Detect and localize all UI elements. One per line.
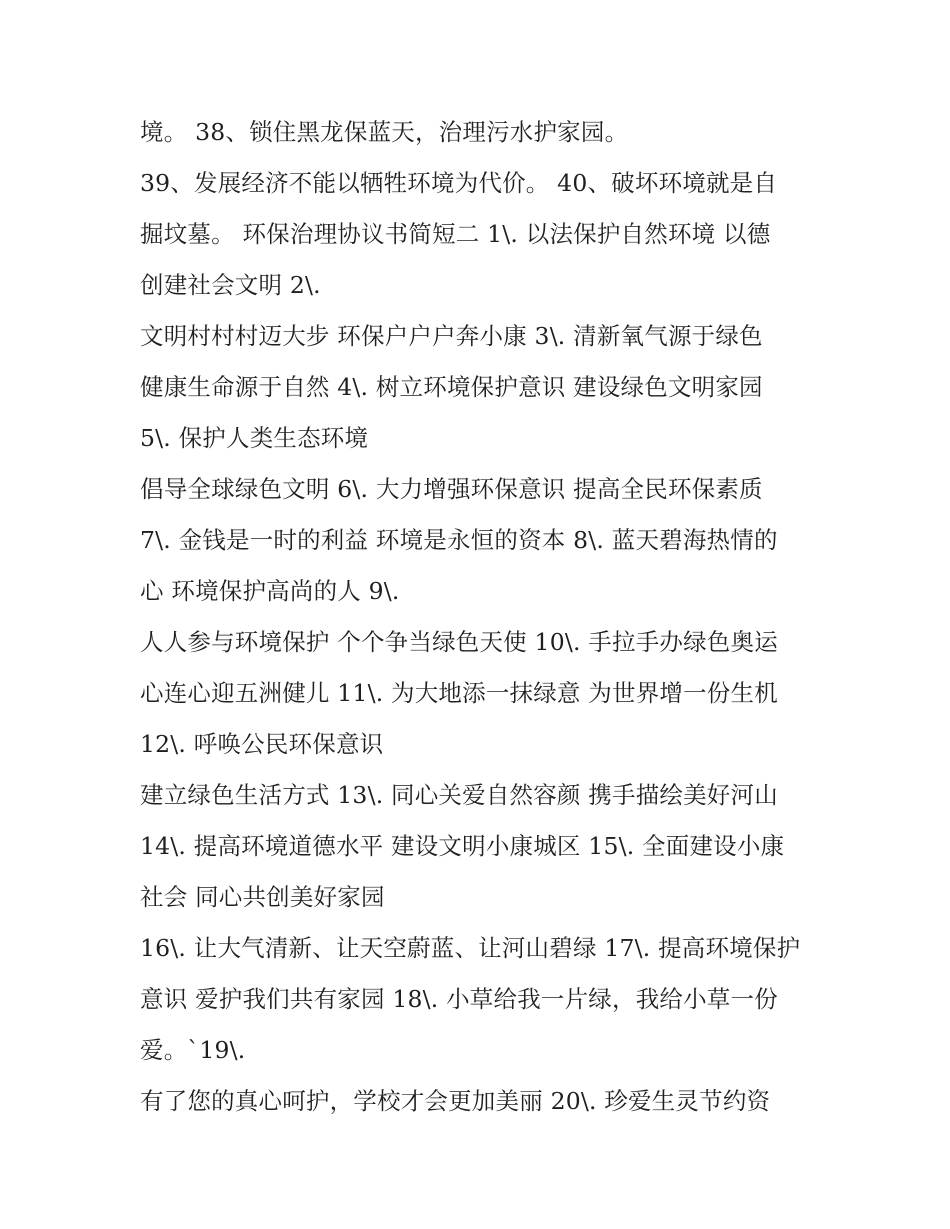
text-line: 意识 爱护我们共有家园 18\. 小草给我一片绿，我给小草一份 — [140, 985, 778, 1013]
text-line: 有了您的真心呵护，学校才会更加美丽 20\. 珍爱生灵节约资 — [140, 1087, 771, 1115]
text-line: 健康生命源于自然 4\. 树立环境保护意识 建设绿色文明家园 — [140, 373, 763, 401]
text-line: 12\. 呼唤公民环保意识 — [140, 730, 384, 758]
text-line: 心连心迎五洲健儿 11\. 为大地添一抹绿意 为世界增一份生机 — [140, 679, 778, 707]
text-line: 掘坟墓。 环保治理协议书简短二 1\. 以法保护自然环境 以德 — [140, 220, 771, 248]
text-line: 境。 38、锁住黑龙保蓝天，治理污水护家园。 — [140, 118, 629, 146]
text-line: 爱。`19\. — [140, 1036, 246, 1064]
text-line: 社会 同心共创美好家园 — [140, 883, 385, 911]
text-line: 文明村村村迈大步 环保户户户奔小康 3\. 清新氧气源于绿色 — [140, 322, 763, 350]
document-body — [140, 107, 840, 1127]
text-line: 建立绿色生活方式 13\. 同心关爱自然容颜 携手描绘美好河山 — [140, 781, 778, 809]
text-line: 39、发展经济不能以牺牲环境为代价。 40、破坏环境就是自 — [140, 169, 778, 197]
text-line: 创建社会文明 2\. — [140, 271, 321, 299]
text-line: 14\. 提高环境道德水平 建设文明小康城区 15\. 全面建设小康 — [140, 832, 785, 860]
text-line: 心 环境保护高尚的人 9\. — [140, 577, 400, 605]
text-line: 16\. 让大气清新、让天空蔚蓝、让河山碧绿 17\. 提高环境保护 — [140, 934, 801, 962]
text-line: 倡导全球绿色文明 6\. 大力增强环保意识 提高全民环保素质 — [140, 475, 763, 503]
text-line: 人人参与环境保护 个个争当绿色天使 10\. 手拉手办绿色奥运 — [140, 628, 778, 656]
text-line: 7\. 金钱是一时的利益 环境是永恒的资本 8\. 蓝天碧海热情的 — [140, 526, 778, 554]
text-line: 5\. 保护人类生态环境 — [140, 424, 369, 452]
